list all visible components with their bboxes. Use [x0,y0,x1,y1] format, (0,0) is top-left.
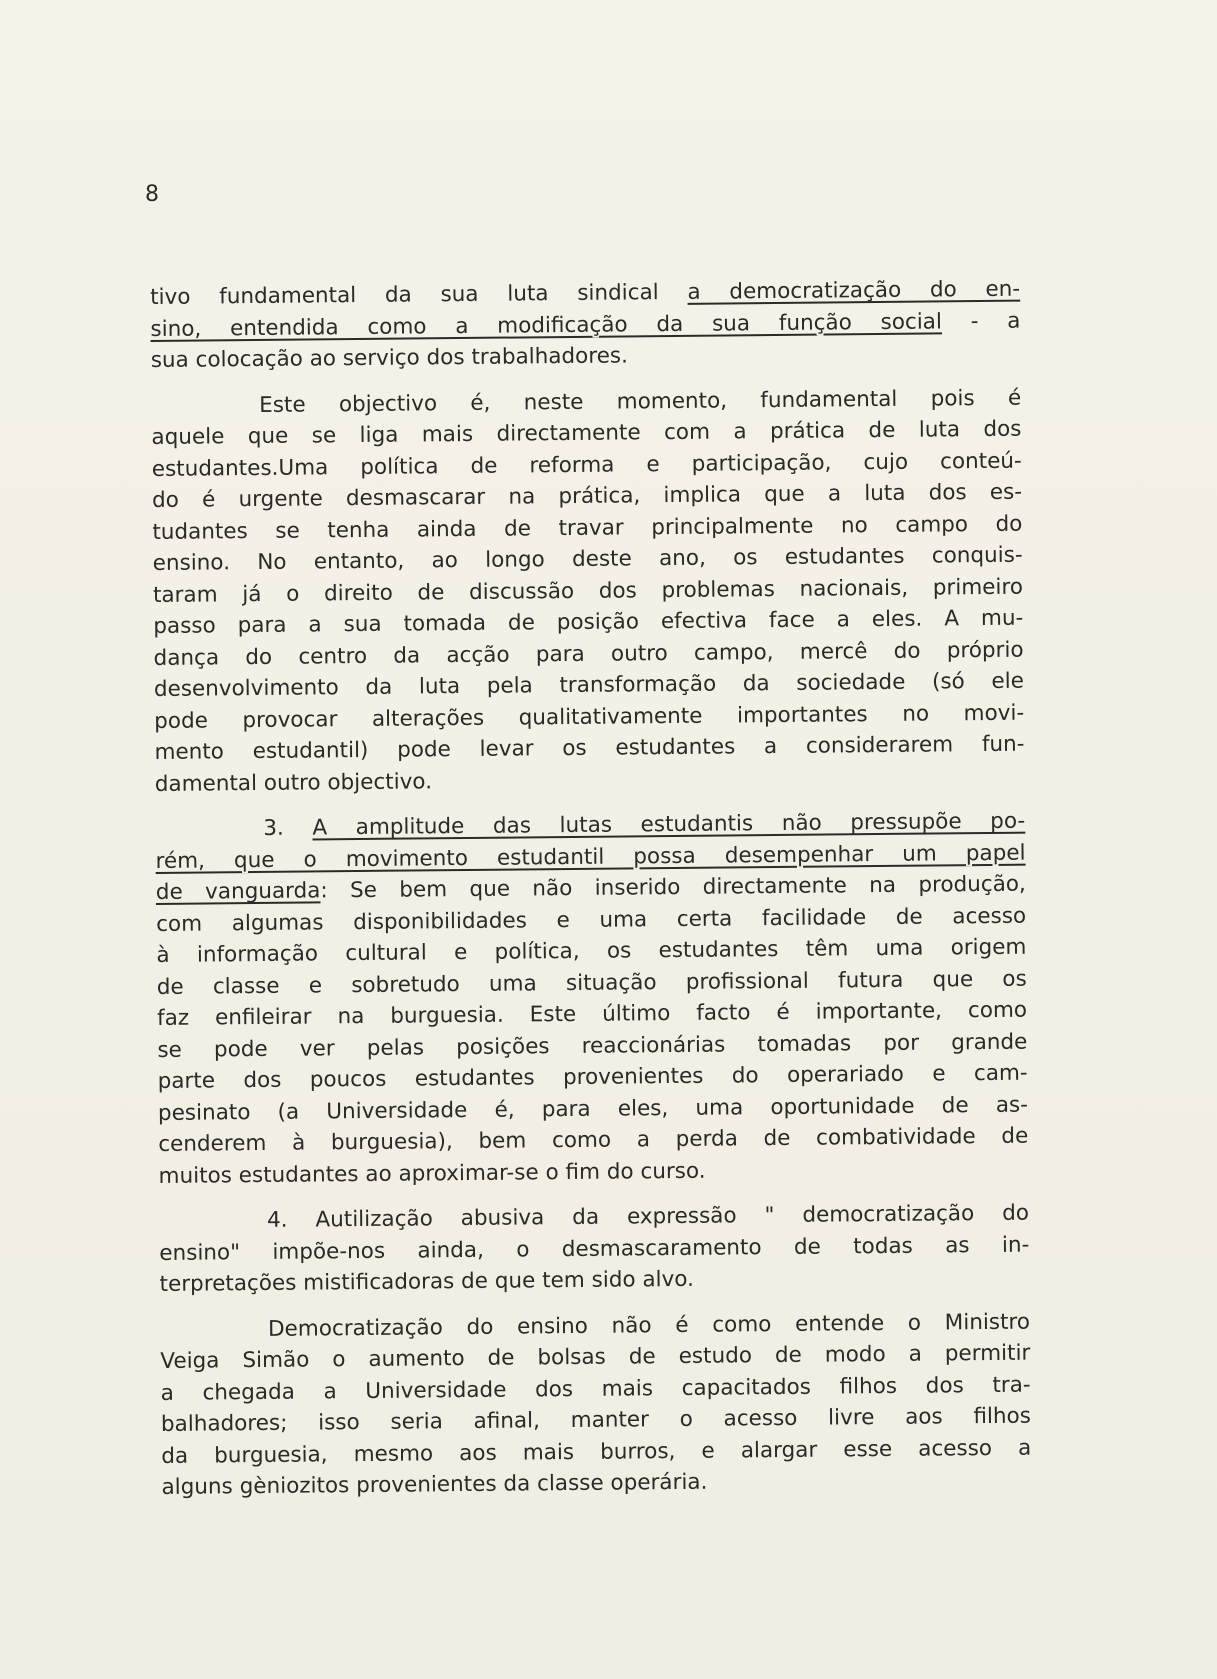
text-segment: damental outro objectivo. [154,768,433,797]
text-segment: desenvolvimento da luta pela transformação da sociedade (só ele [153,668,1024,702]
text-segment: Este objectivo é, neste momento, fundamental pois é [259,385,1022,418]
text-segment: terpretações mistificadoras de que tem sido alvo. [159,1266,694,1297]
text-segment: dança do centro da acção para outro campo, mercê do próprio [153,637,1024,671]
text-segment: parte dos poucos estudantes provenientes do operariado e cam- [157,1060,1028,1094]
body-text [150,274,1032,1504]
paragraph [160,1306,1032,1503]
text-segment: pode provocar alterações qualitativamente importantes no movi- [154,700,1025,734]
text-segment: se pode ver pelas posições reaccionárias tomadas por grande [157,1029,1028,1063]
text-segment: Veiga Simão o aumento de bolsas de estudo de modo a permitir [160,1340,1031,1374]
text-segment: 3. [263,815,313,841]
text-segment: taram já o direito de discussão dos problemas nacionais, primeiro [152,574,1024,608]
text-segment: : Se bem que não inserido directamente na produção, [320,871,1026,904]
paragraph [159,1198,1030,1301]
text-segment: balhadores; isso seria afinal, manter o acesso livre aos filhos [160,1403,1032,1437]
text-segment: com algumas disponibilidades e uma certa facilidade de acesso [156,903,1027,937]
text-segment: do é urgente desmascarar na prática, implica que a luta dos es- [151,479,1023,513]
text-segment: cenderem à burguesia), bem como a perda de combatividade de [158,1123,1029,1157]
page-number: 8 [145,182,160,207]
text-segment: pesinato (a Universidade é, para eles, uma oportunidade de as- [157,1092,1029,1126]
paragraph [155,806,1029,1192]
text-segment: da burguesia, mesmo aos mais burros, e alargar esse acesso a [161,1435,1032,1469]
text-segment: alguns gèniozitos provenientes da classe operária. [161,1469,708,1500]
underlined-text: a democratização do en- [687,276,1021,305]
text-segment: passo para a sua tomada de posição efectiva face a eles. A mu- [153,605,1024,639]
text-segment: Democratização do ensino não é como entende o Ministro [267,1309,1031,1342]
paragraph [151,382,1025,800]
text-segment: 4. Autilização abusiva da expressão " democratização do [266,1200,1030,1233]
text-segment: estudantes.Uma política de reforma e participação, cujo conteú- [151,448,1022,482]
paragraph [150,274,1021,377]
underlined-text: de vanguarda [155,878,321,905]
text-segment: tudantes se tenha ainda de travar principalmente no campo do [152,511,1023,545]
text-segment: - a [941,308,1021,334]
text-segment: tivo fundamental da sua luta sindical [150,279,688,310]
text-segment: à informação cultural e política, os estudantes têm uma origem [156,934,1027,968]
underlined-text: A amplitude das lutas estudantis não pressupõe po- [312,808,1026,841]
underlined-text: sino, entendida como a modificação da sua função social [150,308,943,342]
text-segment: ensino. No entanto, ao longo deste ano, os estudantes conquis- [152,542,1023,576]
text-segment: faz enfileirar na burguesia. Este último facto é importante, como [156,997,1028,1031]
text-segment: sua colocação ao serviço dos trabalhadores. [150,343,629,373]
text-segment: mento estudantil) pode levar os estudantes a considerarem fun- [154,731,1025,765]
text-segment: de classe e sobretudo uma situação profissional futura que os [156,966,1027,1000]
underlined-text: rém, que o movimento estudantil possa desempenhar um papel [155,840,1026,874]
text-segment: muitos estudantes ao aproximar-se o fim do curso. [158,1158,706,1189]
text-segment: aquele que se liga mais directamente com a prática de luta dos [151,416,1022,450]
text-segment: a chegada a Universidade dos mais capacitados filhos dos tra- [160,1372,1031,1406]
text-segment: ensino" impõe-nos ainda, o desmascaramento de todas as in- [159,1232,1030,1266]
